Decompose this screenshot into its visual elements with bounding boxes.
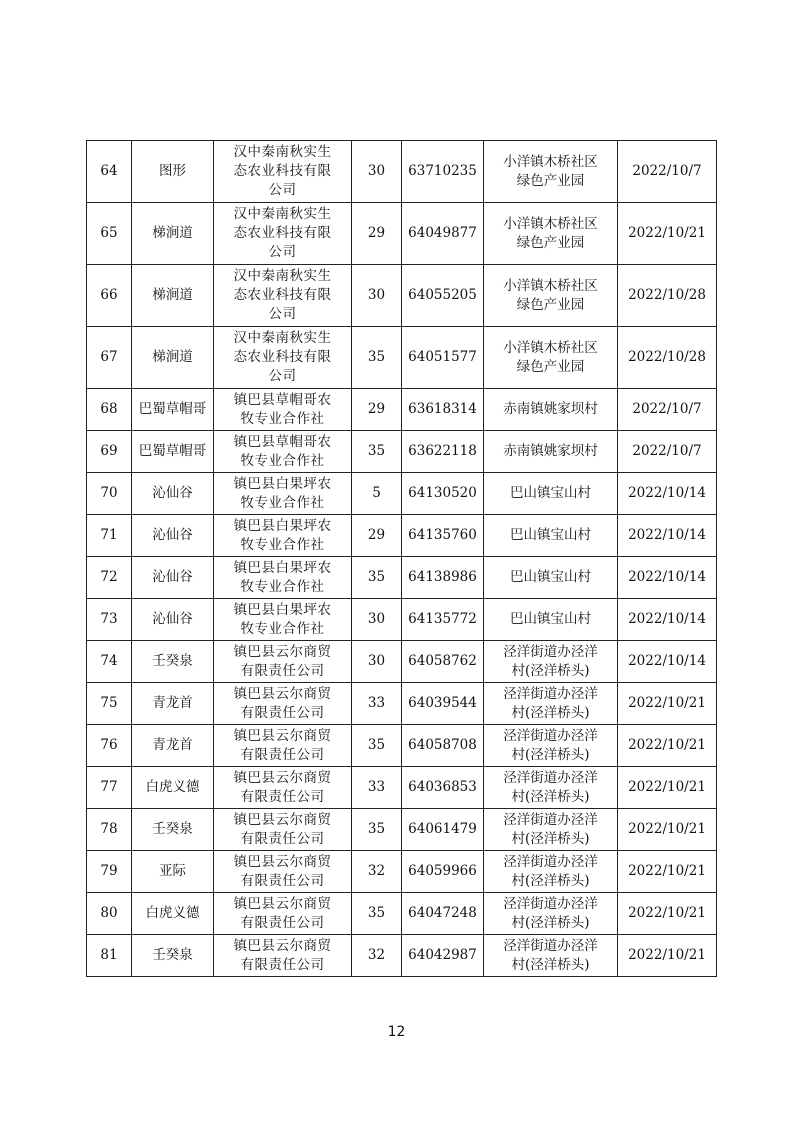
table-row (87, 767, 717, 809)
cell-code: 64138986 (402, 557, 484, 599)
cell-quantity: 33 (352, 683, 402, 725)
cell-number: 74 (87, 641, 132, 683)
cell-company-line: 牧专业合作社 (240, 536, 325, 553)
cell-number: 71 (87, 515, 132, 557)
cell-company-line: 公司 (268, 306, 297, 322)
cell-code: 64042987 (402, 935, 484, 977)
cell-company-line: 态农业科技有限 (233, 287, 332, 303)
table-row (87, 389, 717, 431)
cell-location-line: 巴山镇宝山村 (510, 569, 591, 585)
cell-code: 63710235 (402, 141, 484, 203)
cell-date: 2022/10/21 (618, 809, 717, 851)
cell-quantity: 30 (352, 599, 402, 641)
cell-quantity: 5 (352, 473, 402, 515)
cell-brand-name: 白虎义德 (132, 767, 214, 809)
cell-quantity: 29 (352, 203, 402, 265)
cell-company (214, 515, 352, 557)
cell-location (484, 557, 618, 599)
table-row (87, 809, 717, 851)
cell-date: 2022/10/14 (618, 473, 717, 515)
cell-location-line: 小洋镇木桥社区 (503, 153, 598, 170)
cell-location (484, 515, 618, 557)
cell-number: 65 (87, 203, 132, 265)
cell-brand-name: 壬癸泉 (132, 809, 214, 851)
cell-quantity: 35 (352, 725, 402, 767)
cell-brand-name: 巴蜀草帽哥 (132, 389, 214, 431)
cell-number: 75 (87, 683, 132, 725)
cell-company (214, 935, 352, 977)
cell-number: 69 (87, 431, 132, 473)
cell-date: 2022/10/7 (618, 431, 717, 473)
cell-code: 63622118 (402, 431, 484, 473)
cell-company-line: 有限责任公司 (240, 956, 325, 973)
cell-location-line: 小洋镇木桥社区 (503, 215, 598, 232)
cell-location-line: 村(泾洋桥头) (511, 830, 590, 847)
cell-company-line: 镇巴县云尔商贸 (233, 727, 332, 744)
cell-company (214, 327, 352, 389)
table-row (87, 327, 717, 389)
cell-brand-name: 巴蜀草帽哥 (132, 431, 214, 473)
cell-company-line: 有限责任公司 (240, 746, 325, 763)
cell-company-line: 汉中秦南秋实生 (233, 206, 332, 222)
cell-number: 77 (87, 767, 132, 809)
cell-company-line: 镇巴县草帽哥农 (233, 433, 332, 450)
cell-brand-name: 亚际 (132, 851, 214, 893)
table-row (87, 515, 717, 557)
cell-brand-name: 壬癸泉 (132, 935, 214, 977)
cell-company-line: 镇巴县云尔商贸 (233, 685, 332, 702)
cell-location-line: 泾洋街道办泾洋 (503, 853, 598, 870)
cell-company-line: 态农业科技有限 (233, 349, 332, 365)
cell-code: 64130520 (402, 473, 484, 515)
cell-number: 67 (87, 327, 132, 389)
cell-brand-name: 梯涧道 (132, 203, 214, 265)
cell-date: 2022/10/14 (618, 599, 717, 641)
cell-company-line: 有限责任公司 (240, 914, 325, 931)
cell-code: 64135760 (402, 515, 484, 557)
cell-company (214, 557, 352, 599)
cell-brand-name: 白虎义德 (132, 893, 214, 935)
cell-location (484, 327, 618, 389)
cell-location (484, 935, 618, 977)
cell-company (214, 141, 352, 203)
cell-quantity: 29 (352, 389, 402, 431)
cell-quantity: 35 (352, 327, 402, 389)
table-row (87, 473, 717, 515)
cell-quantity: 32 (352, 851, 402, 893)
cell-company-line: 态农业科技有限 (233, 163, 332, 179)
cell-company (214, 641, 352, 683)
cell-company-line: 有限责任公司 (240, 704, 325, 721)
cell-brand-name: 沁仙谷 (132, 599, 214, 641)
cell-date: 2022/10/21 (618, 725, 717, 767)
cell-quantity: 33 (352, 767, 402, 809)
cell-location (484, 473, 618, 515)
cell-date: 2022/10/7 (618, 389, 717, 431)
cell-company-line: 态农业科技有限 (233, 225, 332, 241)
table-row (87, 265, 717, 327)
cell-number: 73 (87, 599, 132, 641)
cell-location (484, 265, 618, 327)
cell-quantity: 35 (352, 893, 402, 935)
cell-date: 2022/10/28 (618, 265, 717, 327)
cell-company (214, 599, 352, 641)
table-row (87, 683, 717, 725)
cell-quantity: 32 (352, 935, 402, 977)
cell-location-line: 巴山镇宝山村 (510, 485, 591, 501)
cell-brand-name: 沁仙谷 (132, 473, 214, 515)
cell-date: 2022/10/21 (618, 767, 717, 809)
cell-code: 64058762 (402, 641, 484, 683)
cell-company-line: 镇巴县云尔商贸 (233, 895, 332, 912)
cell-location (484, 141, 618, 203)
cell-company-line: 镇巴县白果坪农 (233, 601, 332, 618)
page-number: 12 (387, 1024, 406, 1040)
cell-location-line: 村(泾洋桥头) (511, 704, 590, 721)
cell-code: 64058708 (402, 725, 484, 767)
cell-location (484, 683, 618, 725)
cell-company-line: 镇巴县白果坪农 (233, 517, 332, 534)
table-row (87, 935, 717, 977)
cell-number: 81 (87, 935, 132, 977)
cell-number: 66 (87, 265, 132, 327)
cell-code: 63618314 (402, 389, 484, 431)
records-table-body (87, 141, 717, 977)
cell-company (214, 473, 352, 515)
cell-location-line: 泾洋街道办泾洋 (503, 811, 598, 828)
cell-company-line: 牧专业合作社 (240, 494, 325, 511)
cell-quantity: 35 (352, 431, 402, 473)
cell-company (214, 767, 352, 809)
cell-company (214, 265, 352, 327)
cell-location-line: 村(泾洋桥头) (511, 956, 590, 973)
cell-company-line: 有限责任公司 (240, 662, 325, 679)
cell-company (214, 725, 352, 767)
cell-brand-name: 图形 (132, 141, 214, 203)
cell-number: 64 (87, 141, 132, 203)
cell-date: 2022/10/21 (618, 851, 717, 893)
cell-quantity: 30 (352, 141, 402, 203)
cell-number: 68 (87, 389, 132, 431)
cell-company-line: 汉中秦南秋实生 (233, 330, 332, 346)
cell-location-line: 泾洋街道办泾洋 (503, 643, 598, 660)
cell-date: 2022/10/21 (618, 683, 717, 725)
cell-quantity: 35 (352, 557, 402, 599)
cell-company-line: 公司 (268, 368, 297, 384)
cell-location-line: 绿色产业园 (516, 172, 585, 189)
cell-location-line: 村(泾洋桥头) (511, 914, 590, 931)
cell-location (484, 809, 618, 851)
cell-brand-name: 青龙首 (132, 725, 214, 767)
cell-code: 64047248 (402, 893, 484, 935)
cell-company-line: 镇巴县云尔商贸 (233, 811, 332, 828)
cell-location-line: 泾洋街道办泾洋 (503, 685, 598, 702)
cell-code: 64135772 (402, 599, 484, 641)
cell-brand-name: 沁仙谷 (132, 515, 214, 557)
cell-location-line: 泾洋街道办泾洋 (503, 895, 598, 912)
cell-brand-name: 青龙首 (132, 683, 214, 725)
cell-date: 2022/10/14 (618, 515, 717, 557)
cell-company-line: 镇巴县草帽哥农 (233, 391, 332, 408)
cell-location-line: 绿色产业园 (516, 358, 585, 375)
cell-location-line: 赤南镇姚家坝村 (503, 401, 598, 417)
cell-number: 78 (87, 809, 132, 851)
cell-location-line: 泾洋街道办泾洋 (503, 769, 598, 786)
table-row (87, 851, 717, 893)
table-row (87, 641, 717, 683)
cell-quantity: 35 (352, 809, 402, 851)
cell-date: 2022/10/7 (618, 141, 717, 203)
cell-company-line: 镇巴县云尔商贸 (233, 769, 332, 786)
cell-company-line: 牧专业合作社 (240, 452, 325, 469)
cell-company (214, 203, 352, 265)
table-row (87, 431, 717, 473)
cell-quantity: 30 (352, 265, 402, 327)
cell-company-line: 公司 (268, 244, 297, 260)
cell-date: 2022/10/21 (618, 935, 717, 977)
cell-brand-name: 沁仙谷 (132, 557, 214, 599)
cell-company (214, 431, 352, 473)
cell-location (484, 203, 618, 265)
cell-company-line: 牧专业合作社 (240, 620, 325, 637)
cell-company-line: 有限责任公司 (240, 788, 325, 805)
cell-date: 2022/10/21 (618, 893, 717, 935)
cell-company-line: 汉中秦南秋实生 (233, 268, 332, 284)
cell-code: 64039544 (402, 683, 484, 725)
cell-company-line: 有限责任公司 (240, 872, 325, 889)
cell-code: 64061479 (402, 809, 484, 851)
cell-location (484, 851, 618, 893)
cell-location (484, 767, 618, 809)
cell-brand-name: 梯涧道 (132, 327, 214, 389)
cell-date: 2022/10/28 (618, 327, 717, 389)
cell-code: 64049877 (402, 203, 484, 265)
cell-location-line: 村(泾洋桥头) (511, 872, 590, 889)
cell-code: 64036853 (402, 767, 484, 809)
cell-company (214, 809, 352, 851)
cell-company (214, 851, 352, 893)
cell-number: 70 (87, 473, 132, 515)
cell-location-line: 赤南镇姚家坝村 (503, 443, 598, 459)
cell-location (484, 599, 618, 641)
cell-company-line: 镇巴县白果坪农 (233, 475, 332, 492)
cell-location-line: 巴山镇宝山村 (510, 611, 591, 627)
cell-quantity: 29 (352, 515, 402, 557)
cell-company (214, 389, 352, 431)
cell-number: 76 (87, 725, 132, 767)
cell-location-line: 泾洋街道办泾洋 (503, 727, 598, 744)
cell-company-line: 镇巴县云尔商贸 (233, 853, 332, 870)
cell-location-line: 村(泾洋桥头) (511, 746, 590, 763)
cell-company-line: 有限责任公司 (240, 830, 325, 847)
cell-date: 2022/10/14 (618, 557, 717, 599)
cell-location-line: 巴山镇宝山村 (510, 527, 591, 543)
cell-brand-name: 梯涧道 (132, 265, 214, 327)
cell-number: 79 (87, 851, 132, 893)
cell-location-line: 绿色产业园 (516, 296, 585, 313)
cell-date: 2022/10/21 (618, 203, 717, 265)
cell-location (484, 641, 618, 683)
cell-location (484, 725, 618, 767)
cell-company-line: 镇巴县云尔商贸 (233, 937, 332, 954)
cell-location-line: 绿色产业园 (516, 234, 585, 251)
cell-number: 72 (87, 557, 132, 599)
cell-company (214, 683, 352, 725)
cell-company-line: 汉中秦南秋实生 (233, 144, 332, 160)
cell-number: 80 (87, 893, 132, 935)
table-row (87, 725, 717, 767)
cell-code: 64055205 (402, 265, 484, 327)
cell-company-line: 牧专业合作社 (240, 410, 325, 427)
cell-code: 64051577 (402, 327, 484, 389)
table-row (87, 599, 717, 641)
cell-quantity: 30 (352, 641, 402, 683)
records-table (86, 140, 717, 977)
cell-location-line: 小洋镇木桥社区 (503, 277, 598, 294)
cell-company-line: 镇巴县云尔商贸 (233, 643, 332, 660)
cell-location (484, 389, 618, 431)
table-row (87, 141, 717, 203)
cell-company (214, 893, 352, 935)
cell-brand-name: 壬癸泉 (132, 641, 214, 683)
cell-location (484, 893, 618, 935)
cell-location-line: 小洋镇木桥社区 (503, 339, 598, 356)
cell-company-line: 公司 (268, 182, 297, 198)
cell-location-line: 泾洋街道办泾洋 (503, 937, 598, 954)
table-row (87, 893, 717, 935)
cell-location (484, 431, 618, 473)
table-row (87, 203, 717, 265)
cell-location-line: 村(泾洋桥头) (511, 662, 590, 679)
cell-date: 2022/10/14 (618, 641, 717, 683)
cell-code: 64059966 (402, 851, 484, 893)
table-row (87, 557, 717, 599)
cell-company-line: 牧专业合作社 (240, 578, 325, 595)
cell-company-line: 镇巴县白果坪农 (233, 559, 332, 576)
cell-location-line: 村(泾洋桥头) (511, 788, 590, 805)
